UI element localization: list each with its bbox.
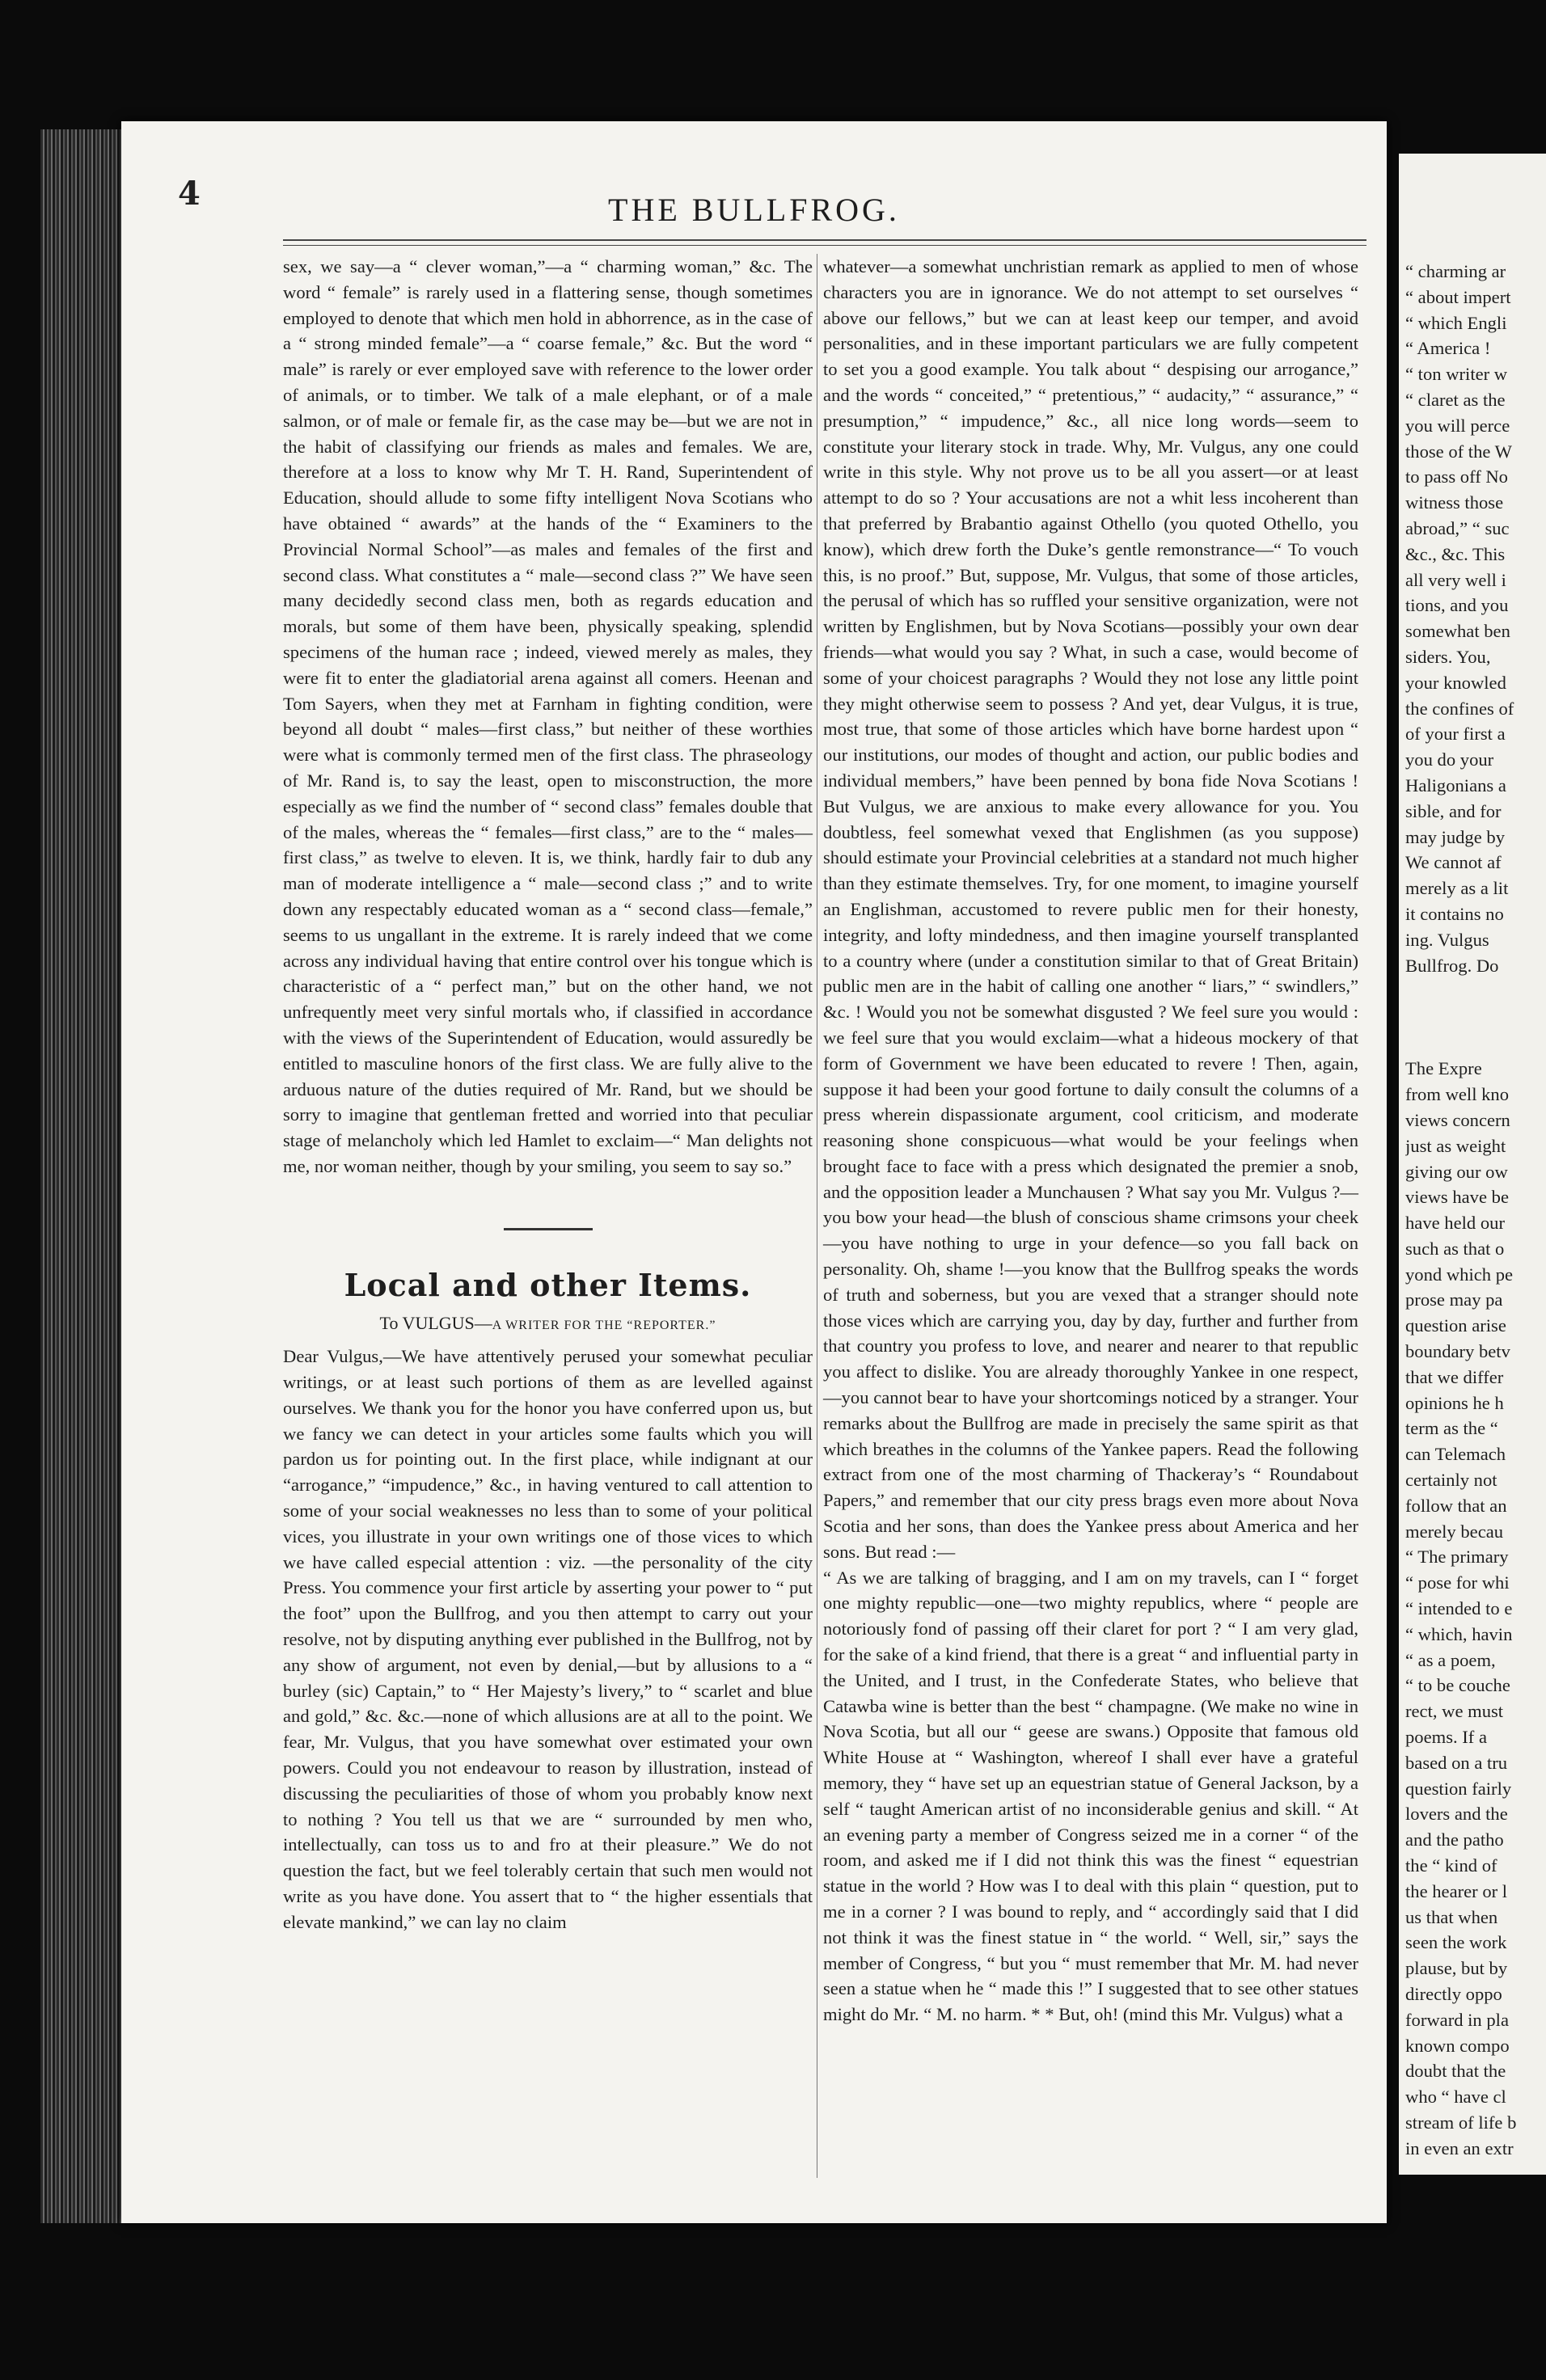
adjacent-page-line: plause, but by xyxy=(1405,1958,1508,1979)
adjacent-page-line: “ which Engli xyxy=(1405,312,1507,333)
adjacent-page-line: “ which, havin xyxy=(1405,1623,1513,1644)
adjacent-page-line: that we differ xyxy=(1405,1366,1504,1387)
adjacent-page-line: prose may pa xyxy=(1405,1289,1503,1310)
adjacent-page-line: the “ kind of xyxy=(1405,1855,1497,1876)
adjacent-page-line: have held our xyxy=(1405,1213,1505,1234)
adjacent-page-line: us that when xyxy=(1405,1906,1498,1927)
adjacent-page-line: abroad,” “ suc xyxy=(1405,517,1510,538)
newspaper-page xyxy=(121,121,1387,2223)
thackeray-quote: “ As we are talking of bragging, and I am on my travels, can I “ forget one mighty republic—one—two mighty republics, where “ people are notoriously fond of passing off their claret for port ? “ I am very glad, for the sake of a kind friend, that there is a great “ and influential party in the United, and I trust, in the Confederate States, who believe that Catawba wine is better than the best “ champagne. (We make no wine in Nova Scotia, but all our “ geese are swans.) Opposite that famous old White House at “ Washington, whereof I shall ever have a grateful memory, they “ have set up an equestrian statue of General Jackson, by a self “ taught American artist of no inconsiderable genius and skill. “ At an evening party a member of Congress seized me in a corner “ of the room, and asked me if I did not think this was the finest “ equestrian statue in the world ? How was I to deal with this plain “ question, put to me in a corner ? I was bound to reply, and “ accordingly said that I did not think it was the finest statue in “ the world. “ Well, sir,” says the member of Congress, “ but you “ must remember that Mr. M. had never seen a statue when he “ made this !” I suggested that to see other statues might do Mr. “ M. no harm. * * But, oh! (mind this Mr. Vulgus) what a xyxy=(823,1567,1358,2025)
adjacent-page-line: and the patho xyxy=(1405,1829,1504,1850)
page-number: 4 xyxy=(178,175,201,213)
adjacent-page-line: &c., &c. This xyxy=(1405,543,1506,564)
adjacent-page-line: such as that o xyxy=(1405,1238,1505,1259)
adjacent-page-line: known compo xyxy=(1405,2035,1510,2056)
adjacent-page-line: in even an extr xyxy=(1405,2137,1514,2158)
adjacent-page-line: views have be xyxy=(1405,1187,1509,1208)
adjacent-page-line: forward in pla xyxy=(1405,2009,1509,2030)
adjacent-page-line: from well kno xyxy=(1405,1084,1510,1105)
right-column xyxy=(823,254,1358,2028)
adjacent-page-line: all very well i xyxy=(1405,569,1506,590)
adjacent-page-line: “ The primary xyxy=(1405,1547,1509,1568)
adjacent-page-line: “ America ! xyxy=(1405,338,1491,359)
adjacent-page-line: it contains no xyxy=(1405,903,1504,924)
adjacent-page-line: “ to be couche xyxy=(1405,1675,1510,1696)
adjacent-page-line: term as the “ xyxy=(1405,1418,1498,1439)
adjacent-page-line: directly oppo xyxy=(1405,1984,1502,2004)
adjacent-page-line: your knowled xyxy=(1405,672,1506,693)
adjacent-page-gap xyxy=(1405,978,1546,1056)
adjacent-page-line: of your first a xyxy=(1405,724,1506,745)
adjacent-page-line: question arise xyxy=(1405,1315,1506,1336)
adjacent-page xyxy=(1399,154,1546,2175)
adjacent-page-line: doubt that the xyxy=(1405,2061,1506,2082)
adjacent-page-line: ing. Vulgus xyxy=(1405,929,1489,950)
adjacent-page-line: you will perce xyxy=(1405,415,1510,436)
adjacent-page-line: merely becau xyxy=(1405,1521,1504,1542)
adjacent-page-line: “ claret as the xyxy=(1405,389,1506,410)
left-column xyxy=(283,254,813,1935)
adjacent-page-line: question fairly xyxy=(1405,1778,1512,1799)
adjacent-page-line: based on a tru xyxy=(1405,1752,1508,1773)
adjacent-page-line: “ charming ar xyxy=(1405,261,1506,281)
adjacent-page-line: boundary betv xyxy=(1405,1341,1510,1362)
adjacent-page-line: yond which pe xyxy=(1405,1264,1514,1285)
adjacent-page-line: certainly not xyxy=(1405,1470,1497,1491)
article-paragraph: sex, we say—a “ clever woman,”—a “ charming woman,” &c. The word “ female” is rarely used in a flattering sense, though sometimes employed to denote that which men hold in abhorrence, as in the case of a “ strong minded female”—a “ coarse female,” &c. But the word “ male” is rarely or ever employed save with reference to the lower order of animals, or to timber. We talk of a male elephant, or of a male salmon, or of male or female fir, as the case may be—but we are not in the habit of classifying our friends as males and females. We are, therefore at a loss to know why Mr T. H. Rand, Superintendent of Education, should allude to some fifty intelligent Nova Scotians who have obtained “ awards” at the hands of the “ Examiners to the Provincial Normal School”—as males and females of the first and second class. What constitutes a “ male—second class ?” We have seen many decidedly second class men, both as regards education and morals, but some of them have been, physically speaking, splendid specimens of the human race ; indeed, viewed merely as males, they were fit to enter the gladiatorial arena against all comers. Heenan and Tom Sayers, when they met at Farnham in fighting condition, were beyond all doubt “ males—first class,” but neither of these worthies were what is commonly termed men of the first class. The phraseology of Mr. Rand is, to say the least, open to misconstruction, the more especially as we find the number of “ second class” females double that of the males, whereas the “ females—first class,” are to the “ males—first class,” as twelve to eleven. It is, we think, hardly fair to dub any man of moderate intelligence a “ male—second class ;” and to write down any respectably educated woman as a “ second class—female,” seems to us ungallant in the extreme. It is rarely indeed that we come across any individual having that entire control over his tongue which is characteristic of a “ perfect man,” but on the other hand, we not unfrequently meet very sinful mortals who, if classified in accordance with the views of the Superintendent of Education, would assuredly be entitled to masculine honors of the first class. We are fully alive to the arduous nature of the duties required of Mr. Rand, but we should be sorry to imagine that gentleman fretted and worried into that peculiar stage of melancholy which led Hamlet to exclaim—“ Man delights not me, nor woman neither, though by your smiling, you seem to say so.” xyxy=(283,256,813,1176)
letter-heading xyxy=(283,1310,813,1339)
adjacent-page-line: witness those xyxy=(1405,492,1504,513)
adjacent-page-line: to pass off No xyxy=(1405,466,1508,487)
adjacent-page-line: opinions he h xyxy=(1405,1392,1504,1413)
adjacent-page-line: Bullfrog. Do xyxy=(1405,955,1499,976)
letter-paragraph: Dear Vulgus,—We have attentively perused your somewhat peculiar writings, or at least such portions of them as are levelled against ourselves. We thank you for the honor you have conferred upon us, but we fancy we can detect in your articles some faults which you will pardon us for pointing out. In the first place, while indignant at our “arrogance,” “impudence,” &c., in having ventured to call attention to some of your social weaknesses no less than to some of your political vices, you illustrate in your own writings one of those vices to which we have called especial attention : viz. —the personality of the city Press. You commence your first article by asserting your power to “ put the foot” upon the Bullfrog, and you then attempt to carry out your resolve, not by disputing anything ever published in the Bullfrog, not by any show of argument, not even by denial,—but by allusions to a “ burley (sic) Captain,” to “ Her Majesty’s livery,” to “ scarlet and blue and gold,” &c. &c.—none of which allusions are at all to the point. We fear, Mr. Vulgus, that you have somewhat over estimated your own powers. Could you not endeavour to reason by illustration, instead of discussing the peculiarities of those of whom you probably know next to nothing ? You tell us that we are “ surrounded by men who, intellectually, can toss us to and fro at their pleasure.” We do not question the fact, but we feel tolerably certain that such men would not write as you have done. You assert that to “ the higher essentials that elevate mankind,” we can lay no claim xyxy=(283,1346,813,1932)
adjacent-page-line: views concern xyxy=(1405,1109,1510,1130)
adjacent-page-line: giving our ow xyxy=(1405,1161,1508,1182)
page-title: THE BULLFROG. xyxy=(608,192,900,228)
adjacent-page-line: rect, we must xyxy=(1405,1701,1504,1722)
book-binding xyxy=(40,129,121,2223)
adjacent-page-line: “ as a poem, xyxy=(1405,1649,1496,1670)
adjacent-page-line: the hearer or l xyxy=(1405,1880,1508,1901)
adjacent-page-line: sible, and for xyxy=(1405,800,1502,821)
adjacent-page-line: follow that an xyxy=(1405,1495,1507,1516)
adjacent-page-line: “ ton writer w xyxy=(1405,364,1508,385)
section-heading: Local and other Items. xyxy=(344,1266,752,1303)
adjacent-page-line: you do your xyxy=(1405,749,1494,770)
adjacent-page-line: lovers and the xyxy=(1405,1804,1508,1825)
letter-heading-sub: A WRITER FOR THE “REPORTER.” xyxy=(492,1319,716,1333)
adjacent-page-line: siders. You, xyxy=(1405,646,1491,667)
adjacent-page-line: can Telemach xyxy=(1405,1444,1506,1465)
adjacent-page-line: the confines of xyxy=(1405,698,1514,719)
letter-heading-main: To VULGUS— xyxy=(379,1313,492,1334)
adjacent-page-line: “ intended to e xyxy=(1405,1598,1513,1619)
adjacent-page-line: merely as a lit xyxy=(1405,878,1509,899)
header-rule-top xyxy=(283,239,1366,241)
header-rule-bottom xyxy=(283,245,1366,246)
adjacent-page-line: Haligonians a xyxy=(1405,774,1506,795)
adjacent-page-line: somewhat ben xyxy=(1405,621,1510,642)
adjacent-page-line: “ about impert xyxy=(1405,286,1511,307)
adjacent-page-line: The Expre xyxy=(1405,1058,1482,1079)
letter-continued-paragraph: whatever—a somewhat unchristian remark as applied to men of whose characters you are in ignorance. We do not attempt to set ourselves “ above our fellows,” but we can at least keep our temper, and avoid personalities, and in these important particulars we are fully competent to set you a good example. You talk about “ despising our arrogance,” and the words “ conceited,” “ pretentious,” “ audacity,” “ assurance,” “ presumption,” “ impudence,” &c., all nice long words—seem to constitute your literary stock in trade. Why, Mr. Vulgus, any one could write in this style. Why not prove us to be all you assert—or at least attempt to do so ? Your accusations are not a whit less incoherent than that preferred by Brabantio against Othello (you quoted Othello, you know), which drew forth the Duke’s gentle remonstrance—“ To vouch this, is no proof.” But, suppose, Mr. Vulgus, that some of those articles, the perusal of which has so ruffled your sensitive organization, were not written by Englishmen, but by Nova Scotians—possibly your own dear friends—what would you say ? What, in such a case, would become of some of your choicest paragraphs ? Would they not lose any little point they might otherwise seem to possess ? And yet, dear Vulgus, it is true, most true, that some of those articles which have borne hardest upon “ our institutions, our modes of thought and action, our public bodies and individual members,” have been penned by bona fide Nova Scotians ! But Vulgus, we are anxious to make every allowance for you. You doubtless, feel somewhat vexed that Englishmen (as you suppose) should estimate your Provincial celebrities at a standard not much higher than they estimate themselves. Try, for one moment, to imagine yourself an Englishman, accustomed to revere public men for their honesty, integrity, and lofty mindedness, and then imagine yourself transplanted to a country where (under a constitution similar to that of Great Britain) public men are in the habit of calling one another “ liars,” “ swindlers,” &c. ! Would you not be somewhat disgusted ? We feel sure you would : we feel sure that you would exclaim—what a hideous mockery of that form of Government we have been educated to revere ! Then, again, suppose it had been your good fortune to daily consult the columns of a press wherein dispassionate argument, cool criticism, and moderate reasoning shone conspicuous—what would be your feelings when brought face to face with a press which designated the premier a snob, and the opposition leader a Munchausen ? What say you Mr. Vulgus ?—you bow your head—the blush of conscious shame crimsons your cheek—you have nothing to urge in your defence—so you fall back on personality. Oh, shame !—you know that the Bullfrog speaks the words of truth and soberness, but you are vexed that a stranger should note those vices which are carrying you, day by day, further and further from that country you profess to love, and nearer and nearer to that republic you affect to dislike. You are already thoroughly Yankee in one respect,—you cannot bear to have your shortcomings noticed by a stranger. Your remarks about the Bullfrog are made in precisely the same spirit as that which breathes in the columns of the Yankee papers. Read the following extract from one of the most charming of Thackeray’s “ Roundabout Papers,” and remember that our city press brags even more about Nova Scotia and her sons, than does the Yankee press about America and her sons. But read :— xyxy=(823,256,1358,1562)
adjacent-page-column xyxy=(1405,259,1546,2162)
adjacent-page-line: may judge by xyxy=(1405,826,1505,847)
adjacent-page-line: poems. If a xyxy=(1405,1727,1488,1748)
adjacent-page-line: just as weight xyxy=(1405,1135,1506,1156)
adjacent-page-line: stream of life b xyxy=(1405,2112,1517,2133)
adjacent-page-line: seen the work xyxy=(1405,1932,1507,1953)
adjacent-page-line: tions, and you xyxy=(1405,595,1509,616)
adjacent-page-line: those of the W xyxy=(1405,441,1512,462)
adjacent-page-line: “ pose for whi xyxy=(1405,1572,1510,1593)
adjacent-page-line: We cannot af xyxy=(1405,852,1502,873)
section-divider xyxy=(504,1228,593,1230)
adjacent-page-line: who “ have cl xyxy=(1405,2087,1506,2108)
